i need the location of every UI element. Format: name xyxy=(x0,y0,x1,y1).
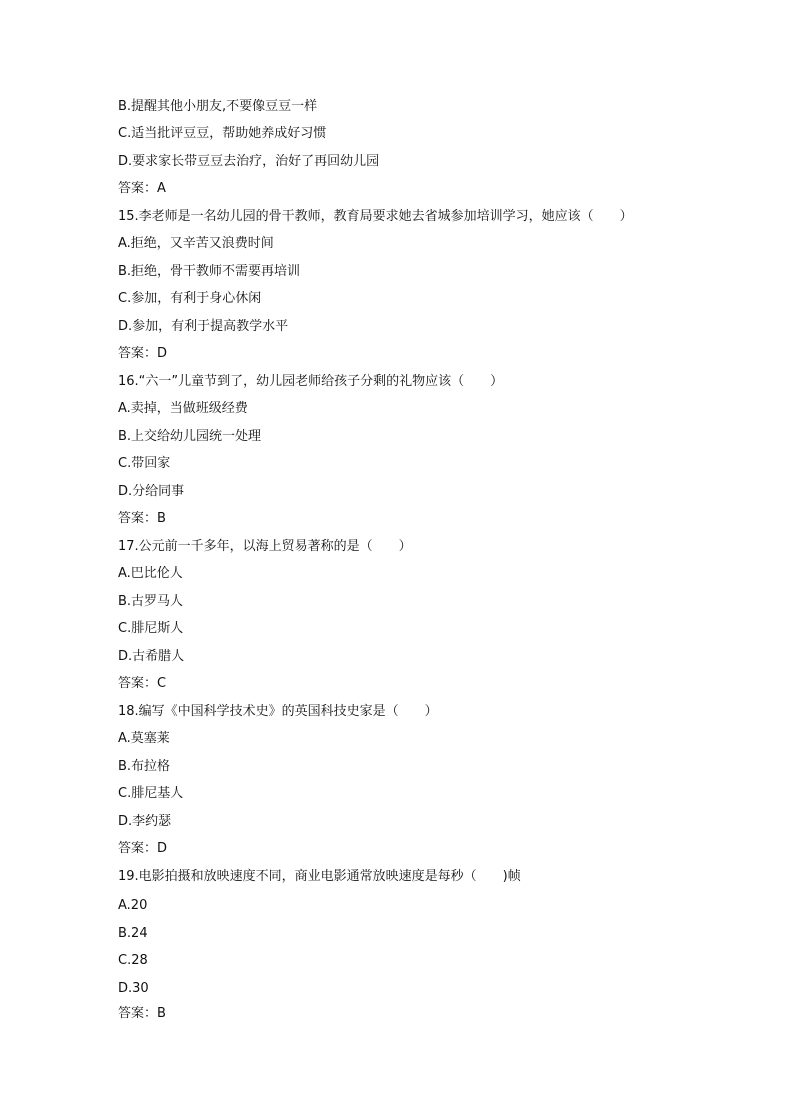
question-17: 17.公元前一千多年，以海上贸易著称的是（ ） xyxy=(118,539,412,554)
option-a-19: A.20 xyxy=(118,898,148,913)
option-c-16: C.带回家 xyxy=(118,456,171,471)
option-c-19: C.28 xyxy=(118,953,148,968)
option-d-18: D.李约瑟 xyxy=(118,814,172,829)
option-b-15: B.拒绝，骨干教师不需要再培训 xyxy=(118,264,301,279)
question-16: 16.“六一”儿童节到了，幼儿园老师给孩子分剩的礼物应该（ ） xyxy=(118,374,504,389)
answer-14: 答案：A xyxy=(118,181,166,196)
option-d-19: D.30 xyxy=(118,981,149,996)
option-b-18: B.布拉格 xyxy=(118,759,171,774)
question-15: 15.李老师是一名幼儿园的骨干教师，教育局要求她去省城参加培训学习，她应该（ ） xyxy=(118,209,633,224)
answer-18: 答案：D xyxy=(118,841,168,856)
option-b-16: B.上交给幼儿园统一处理 xyxy=(118,429,262,444)
question-18: 18.编写《中国科学技术史》的英国科技史家是（ ） xyxy=(118,704,438,719)
option-b-17: B.古罗马人 xyxy=(118,594,184,609)
option-d-16: D.分给同事 xyxy=(118,484,185,499)
answer-19: 答案：B xyxy=(118,1006,166,1021)
option-d-14: D.要求家长带豆豆去治疗，治好了再回幼儿园 xyxy=(118,154,380,169)
option-a-15: A.拒绝，又辛苦又浪费时间 xyxy=(118,236,274,251)
option-a-18: A.莫塞莱 xyxy=(118,731,170,746)
answer-16: 答案：B xyxy=(118,511,166,526)
option-a-16: A.卖掉，当做班级经费 xyxy=(118,401,248,416)
option-d-17: D.古希腊人 xyxy=(118,649,185,664)
option-d-15: D.参加，有利于提高教学水平 xyxy=(118,319,289,334)
option-a-17: A.巴比伦人 xyxy=(118,566,183,581)
option-c-17: C.腓尼斯人 xyxy=(118,621,184,636)
answer-15: 答案：D xyxy=(118,346,168,361)
option-c-18: C.腓尼基人 xyxy=(118,786,184,801)
option-b-14: B.提醒其他小朋友,不要像豆豆一样 xyxy=(118,99,318,114)
option-c-14: C.适当批评豆豆，帮助她养成好习惯 xyxy=(118,126,327,141)
answer-17: 答案：C xyxy=(118,676,167,691)
option-b-19: B.24 xyxy=(118,926,148,941)
option-c-15: C.参加，有利于身心休闲 xyxy=(118,291,262,306)
question-19: 19.电影拍摄和放映速度不同，商业电影通常放映速度是每秒（ )帧 xyxy=(118,869,521,884)
